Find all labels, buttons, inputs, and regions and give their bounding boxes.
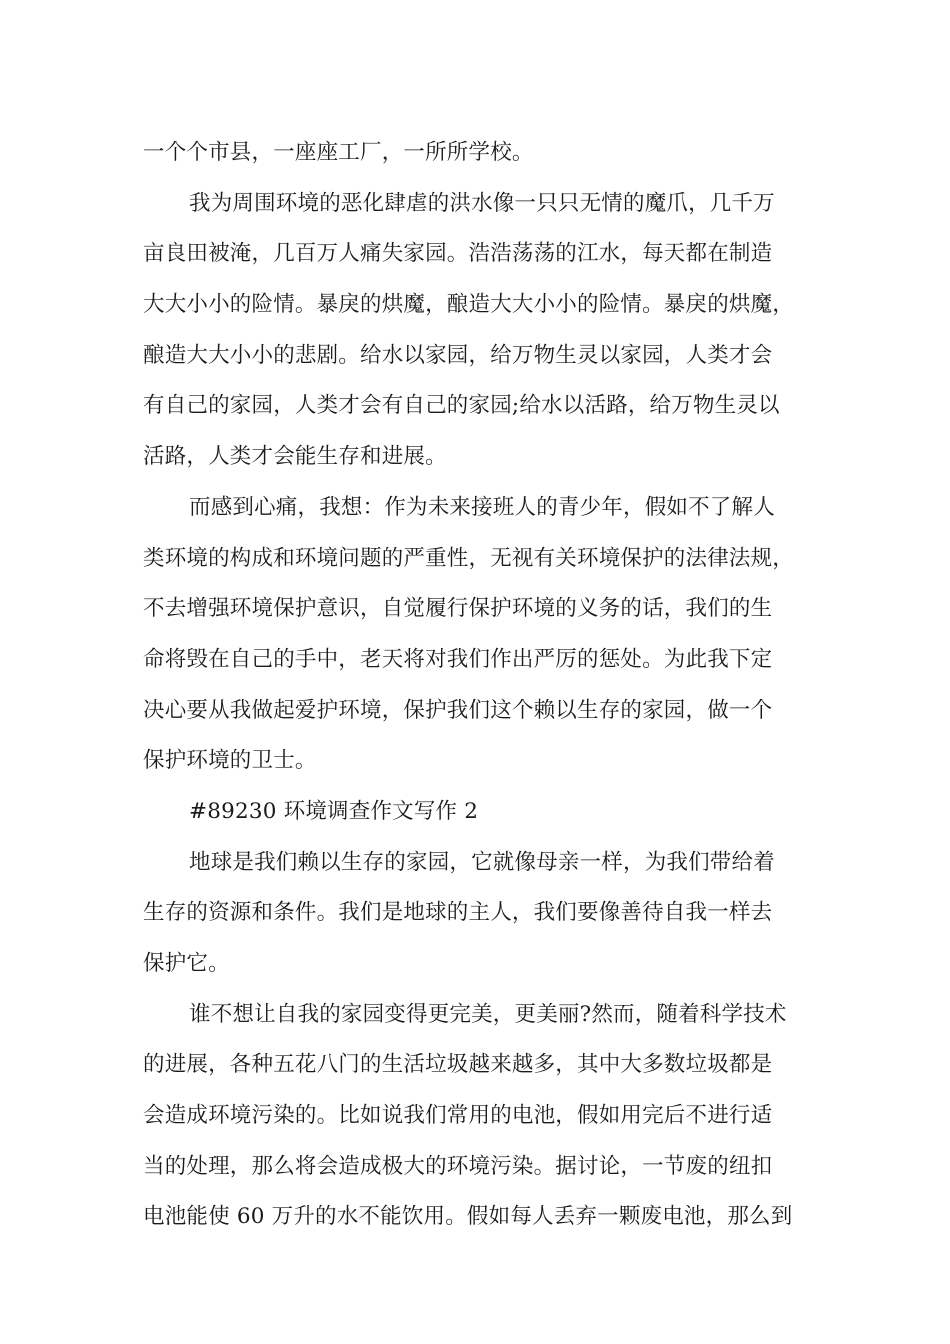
text-line: 生存的资源和条件。我们是地球的主人，我们要像善待自我一样去 [143,900,773,926]
text-line: 而感到心痛，我想：作为未来接班人的青少年，假如不了解人 [189,494,775,520]
text-line: 地球是我们赖以生存的家园，它就像母亲一样，为我们带给着 [189,849,775,875]
text-line: 类环境的构成和环境问题的严重性，无视有关环境保护的法律法规， [143,545,795,571]
document-body [143,128,808,1243]
text-line: 亩良田被淹，几百万人痛失家园。浩浩荡荡的江水，每天都在制造 [143,241,773,267]
text-line: 活路，人类才会能生存和进展。 [143,444,447,470]
text-line: #89230 环境调查作文写作 2 [189,798,479,824]
text-line: 会造成环境污染的。比如说我们常用的电池，假如用完后不进行适 [143,1103,773,1129]
text-line: 不去增强环境保护意识，自觉履行保护环境的义务的话，我们的生 [143,596,773,622]
text-line: 有自己的家园，人类才会有自己的家园;给水以活路，给万物生灵以 [143,393,780,419]
text-line: 电池能使 60 万升的水不能饮用。假如每人丢弃一颗废电池，那么到 [143,1204,793,1230]
text-line: 一个个市县，一座座工厂，一所所学校。 [143,140,534,165]
text-line: 的进展，各种五花八门的生活垃圾越来越多，其中大多数垃圾都是 [143,1052,773,1078]
text-line: 保护环境的卫士。 [143,748,317,774]
text-line: 酿造大大小小的悲剧。给水以家园，给万物生灵以家园，人类才会 [143,342,773,368]
text-line: 命将毁在自己的手中，老天将对我们作出严厉的惩处。为此我下定 [143,646,773,672]
text-line: 决心要从我做起爱护环境，保护我们这个赖以生存的家园，做一个 [143,697,773,723]
text-line: 大大小小的险情。暴戾的烘魔，酿造大大小小的险情。暴戾的烘魔， [143,292,795,318]
text-line: 我为周围环境的恶化肆虐的洪水像一只只无情的魔爪，几千万 [189,190,775,216]
text-line: 保护它。 [143,951,230,976]
text-line: 当的处理，那么将会造成极大的环境污染。据讨论，一节废的纽扣 [143,1153,773,1179]
text-line: 谁不想让自我的家园变得更完美，更美丽?然而，随着科学技术 [189,1001,787,1027]
